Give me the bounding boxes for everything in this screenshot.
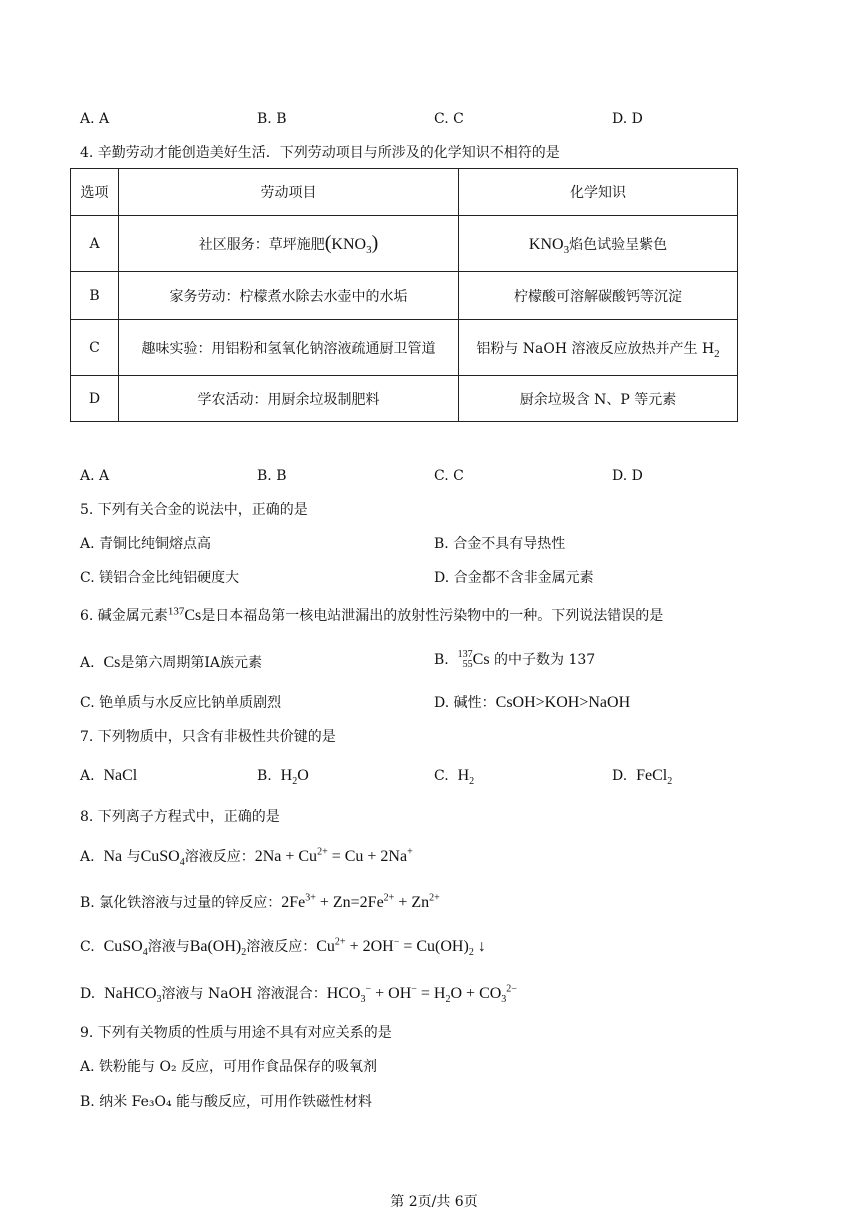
table-header-item: 劳动项目 bbox=[119, 169, 459, 216]
row-d-option: D bbox=[71, 376, 119, 422]
q6-option-c: C. 铯单质与水反应比钠单质剧烈 bbox=[80, 695, 282, 711]
table-row bbox=[71, 376, 738, 422]
row-c-option: C bbox=[71, 320, 119, 376]
q5-option-a: A. 青铜比纯铜熔点高 bbox=[80, 536, 212, 552]
row-c-item: 趣味实验：用铝粉和氢氧化钠溶液疏通厨卫管道 bbox=[119, 320, 459, 376]
page-footer: 第 2页/共 6页 bbox=[390, 1194, 478, 1210]
row-b-item: 家务劳动：柠檬煮水除去水壶中的水垢 bbox=[119, 272, 459, 320]
q8-option-d: D. NaHCO$_3$溶液与 NaOH 溶液混合：$HCO_3^- + OH^- = H_2O + CO_3^{2-}$ bbox=[80, 983, 517, 1006]
q5-stem: 5. 下列有关合金的说法中，正确的是 bbox=[80, 502, 308, 518]
q4-option-d: D. D bbox=[612, 468, 643, 484]
q6-stem: 6. 碱金属元素$^{137}$Cs是日本福岛第一核电站泄漏出的放射性污染物中的一种。下列说法错误的是 bbox=[80, 605, 664, 624]
q5-option-d: D. 合金都不含非金属元素 bbox=[434, 570, 594, 586]
table-row bbox=[71, 216, 738, 272]
q5-option-c: C. 镁铝合金比纯铝硬度大 bbox=[80, 570, 240, 586]
q7-stem: 7. 下列物质中，只含有非极性共价键的是 bbox=[80, 729, 336, 745]
q3-option-b: B. B bbox=[257, 111, 287, 127]
q6-option-d: D. 碱性：CsOH>KOH>NaOH bbox=[434, 694, 631, 711]
row-a-knowledge: $KNO_3$焰色试验呈紫色 bbox=[459, 216, 738, 272]
q8-stem: 8. 下列离子方程式中，正确的是 bbox=[80, 809, 280, 825]
q5-option-b: B. 合金不具有导热性 bbox=[434, 536, 566, 552]
q4-option-a: A. A bbox=[80, 468, 110, 484]
q4-option-c: C. C bbox=[434, 468, 464, 484]
q6-option-b: B. 137 55Cs 的中子数为 137 bbox=[434, 649, 596, 670]
row-d-item: 学农活动：用厨余垃圾制肥料 bbox=[119, 376, 459, 422]
table-row bbox=[71, 272, 738, 320]
row-b-option: B bbox=[71, 272, 119, 320]
row-a-item: 社区服务：草坪施肥$(KNO_3)$ bbox=[119, 216, 459, 272]
q9-option-b: B. 纳米 Fe₃O₄ 能与酸反应，可用作铁磁性材料 bbox=[80, 1094, 373, 1110]
q4-table bbox=[70, 168, 738, 422]
q8-option-b: B. 氯化铁溶液与过量的锌反应：$2Fe^{3+} + Zn=2Fe^{2+} + Zn^{2+}$ bbox=[80, 892, 440, 911]
q4-option-b: B. B bbox=[257, 468, 287, 484]
q4-stem: 4. 辛勤劳动才能创造美好生活．下列劳动项目与所涉及的化学知识不相符的是 bbox=[80, 145, 560, 161]
row-a-option: A bbox=[71, 216, 119, 272]
q7-option-b: B. $H_2O$ bbox=[257, 767, 309, 788]
q7-option-c: C. $H_2$ bbox=[434, 767, 475, 788]
q8-option-a: A. Na 与CuSO$_4$溶液反应：$2Na + Cu^{2+} = Cu + 2Na^+$ bbox=[80, 846, 413, 869]
table-row bbox=[71, 320, 738, 376]
table-header-option: 选项 bbox=[71, 169, 119, 216]
q8-option-c: C. CuSO$_4$溶液与$Ba(OH)_2$溶液反应：$Cu^{2+} + 2OH^- = Cu(OH)_2$ ↓ bbox=[80, 936, 486, 959]
q3-option-d: D. D bbox=[612, 111, 643, 127]
q7-option-a: A. NaCl bbox=[80, 767, 138, 784]
row-d-knowledge: 厨余垃圾含 N、P 等元素 bbox=[459, 376, 738, 422]
q3-option-c: C. C bbox=[434, 111, 464, 127]
row-c-knowledge: 铝粉与 NaOH 溶液反应放热并产生 $H_2$ bbox=[459, 320, 738, 376]
q9-stem: 9. 下列有关物质的性质与用途不具有对应关系的是 bbox=[80, 1025, 392, 1041]
row-b-knowledge: 柠檬酸可溶解碳酸钙等沉淀 bbox=[459, 272, 738, 320]
q9-option-a: A. 铁粉能与 O₂ 反应，可用作食品保存的吸氧剂 bbox=[80, 1059, 377, 1075]
q6-option-a: A. Cs是第六周期第ⅠA族元素 bbox=[80, 654, 263, 671]
table-header-knowledge: 化学知识 bbox=[459, 169, 738, 216]
q7-option-d: D. FeCl$_2$ bbox=[612, 767, 673, 788]
q3-option-a: A. A bbox=[80, 111, 110, 127]
